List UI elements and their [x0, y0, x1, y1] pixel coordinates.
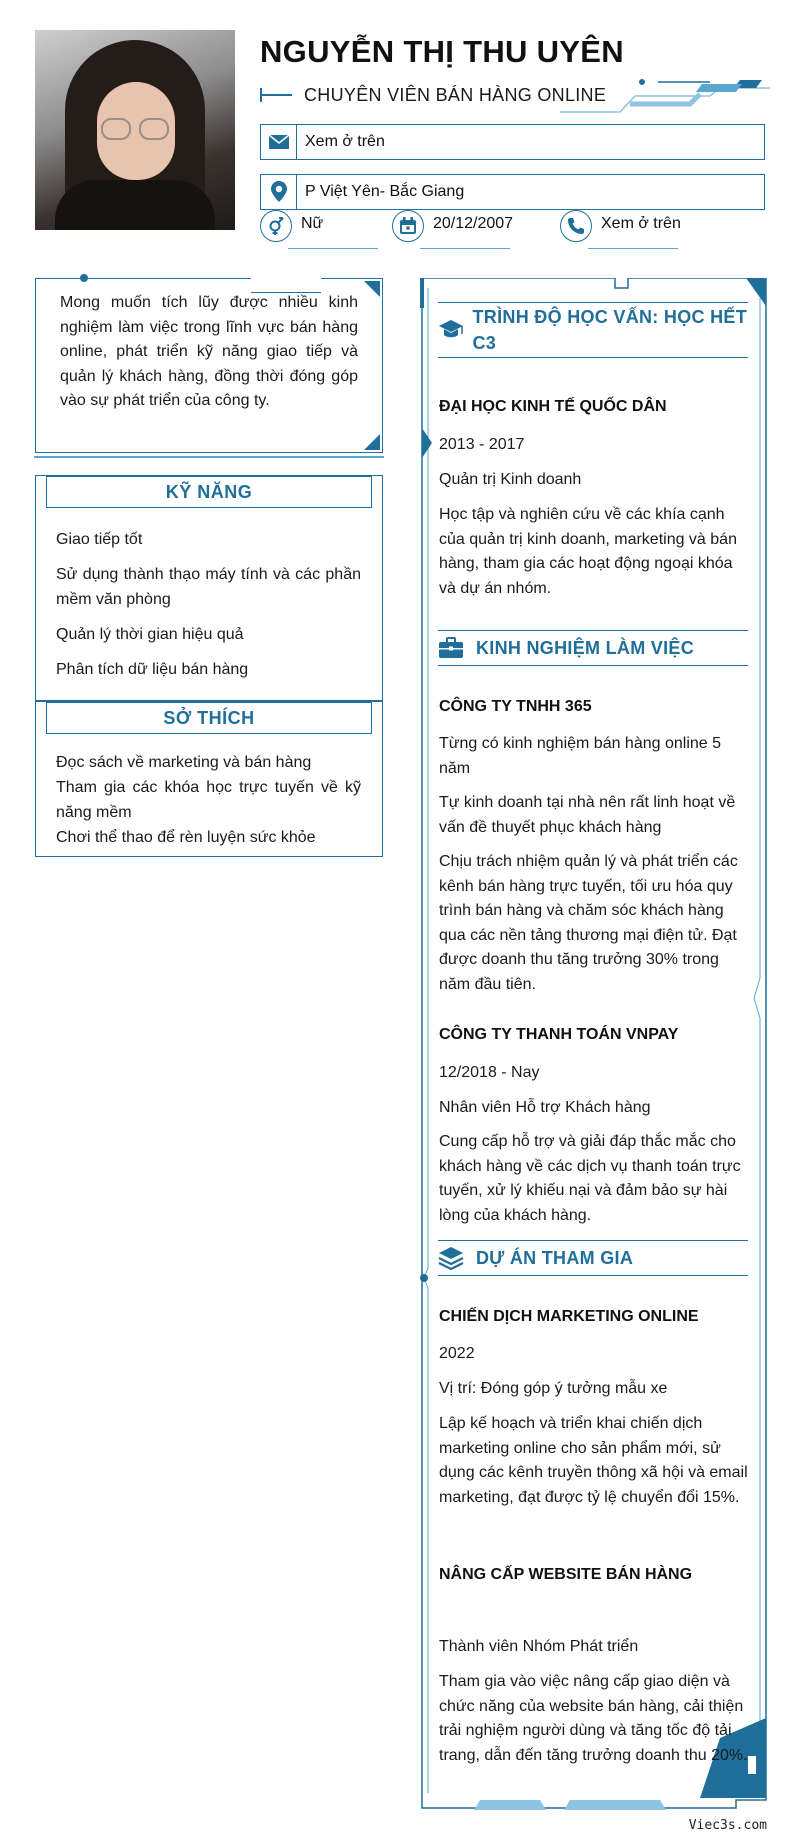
experience-title: KINH NGHIỆM LÀM VIỆC [476, 638, 695, 658]
project-desc: Tham gia vào việc nâng cấp giao diện và chức năng của website bán hàng, cải thiện trải nghiệm người dùng và tăng tốc độ tải trang, dẫn đến tăng trưởng doanh thu 20%. [439, 1673, 748, 1764]
envelope-icon [261, 125, 297, 159]
project-name: CHIẾN DỊCH MARKETING ONLINE [439, 1308, 699, 1325]
job-company: CÔNG TY TNHH 365 [439, 698, 592, 715]
project-role: Thành viên Nhóm Phát triển [439, 1638, 639, 1655]
hobby-item: Đọc sách về marketing và bán hàng [56, 754, 312, 771]
project-time: 2022 [439, 1345, 475, 1362]
birthday-row [392, 210, 542, 252]
project-role: Vị trí: Đóng góp ý tưởng mẫu xe [439, 1380, 668, 1397]
projects-title: DỰ ÁN THAM GIA [476, 1248, 634, 1268]
job-desc: Cung cấp hỗ trợ và giải đáp thắc mắc cho khách hàng về các dịch vụ thanh toán trực tuyến, xử lý khiếu nại và đảm bảo sự hài lòng của khách hàng. [439, 1133, 741, 1224]
job-company: CÔNG TY THANH TOÁN VNPAY [439, 1026, 679, 1043]
education-school: ĐẠI HỌC KINH TẾ QUỐC DÂN [439, 398, 667, 415]
skills-heading: KỸ NĂNG [46, 476, 372, 508]
email-row [260, 124, 765, 160]
education-desc: Học tập và nghiên cứu về các khía cạnh của quản trị kinh doanh, marketing và bán hàng, tham gia các hoạt động ngoại khóa và dự án nhóm. [439, 506, 737, 597]
gender-value: Nữ [301, 215, 324, 232]
skill-item: Quản lý thời gian hiệu quả [56, 626, 244, 643]
job-line: Tự kinh doanh tại nhà nên rất linh hoạt về vấn đề thuyết phục khách hàng [439, 794, 736, 836]
graduation-cap-icon [438, 319, 473, 341]
job-desc: Chịu trách nhiệm quản lý và phát triển các kênh bán hàng trực tuyến, tối ưu hóa quy trình bán hàng và chăm sóc khách hàng qua các nền tảng thương mại điện tử. Đạt được doanh thu tăng trưởng 30% trong năm đầu tiên. [439, 853, 738, 993]
skill-item: Sử dụng thành thạo máy tính và các phần mềm văn phòng [56, 566, 361, 608]
header-decoration [560, 74, 770, 114]
education-major: Quản trị Kinh doanh [439, 471, 582, 488]
objective-text: Mong muốn tích lũy được nhiều kinh nghiệm làm việc trong lĩnh vực bán hàng online, phát triển kỹ năng giao tiếp và quản lý khách hàng, đồng thời đóng góp vào sự phát triển của công ty. [60, 294, 358, 409]
objective-card [35, 278, 383, 453]
calendar-icon [392, 210, 424, 242]
job-line: Từng có kinh nghiệm bán hàng online 5 năm [439, 735, 722, 777]
profile-photo [35, 30, 235, 230]
phone-value: Xem ở trên [601, 215, 681, 232]
job-line: Nhân viên Hỗ trợ Khách hàng [439, 1099, 651, 1116]
briefcase-icon [438, 637, 476, 659]
job-title-text: CHUYÊN VIÊN BÁN HÀNG ONLINE [304, 84, 607, 105]
candidate-name: NGUYỄN THỊ THU UYÊN [260, 34, 624, 69]
phone-icon [560, 210, 592, 242]
hobby-item: Tham gia các khóa học trực tuyến về kỹ năng mềm [56, 779, 361, 821]
education-title: TRÌNH ĐỘ HỌC VẤN: HỌC HẾT C3 [472, 307, 747, 353]
gender-row [260, 210, 390, 252]
projects-heading [438, 1240, 748, 1276]
address-value: P Việt Yên- Bắc Giang [305, 183, 465, 200]
hobby-item: Chơi thể thao để rèn luyện sức khỏe [56, 829, 316, 846]
job-line: 12/2018 - Nay [439, 1064, 540, 1081]
address-row [260, 174, 765, 210]
skills-hobbies-card [35, 475, 383, 857]
job-title [260, 82, 606, 108]
skill-item: Giao tiếp tốt [56, 531, 143, 548]
location-pin-icon [261, 175, 297, 209]
layers-icon [438, 1246, 476, 1270]
education-time: 2013 - 2017 [439, 436, 525, 453]
hobbies-heading: SỞ THÍCH [46, 702, 372, 734]
education-heading [438, 302, 748, 358]
site-watermark: Viec3s.com [688, 1818, 767, 1833]
phone-row [560, 210, 710, 252]
birthday-value: 20/12/2007 [433, 215, 514, 232]
gender-icon [260, 210, 292, 242]
project-desc: Lập kế hoạch và triển khai chiến dịch marketing online cho sản phẩm mới, sử dụng các kênh truyền thông xã hội và email marketing, đạt được tỷ lệ chuyển đổi 15%. [439, 1415, 748, 1506]
email-value: Xem ở trên [305, 133, 385, 150]
skill-item: Phân tích dữ liệu bán hàng [56, 661, 249, 678]
project-name: NÂNG CẤP WEBSITE BÁN HÀNG [439, 1566, 693, 1583]
experience-heading [438, 630, 748, 666]
